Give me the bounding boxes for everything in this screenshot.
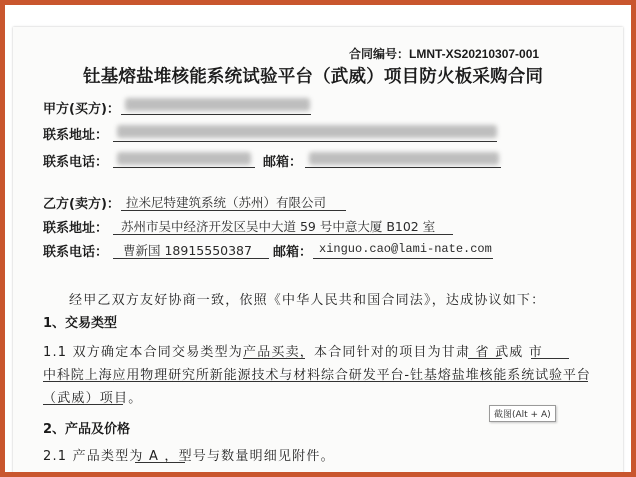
party-b-seller-label: 乙方(卖方)： (43, 197, 120, 212)
redacted-buyer-address (117, 125, 497, 138)
clause-1-1-line-3: （武威）项目。 (43, 391, 143, 406)
underline (121, 210, 346, 211)
screenshot-tooltip: 截图(Alt + A) (489, 405, 556, 422)
clause-1-1-line-1: 1.1 双方确定本合同交易类型为产品买卖，本合同针对的项目为甘肃 省 武威 市 (43, 345, 544, 360)
redacted-buyer-phone (117, 152, 251, 165)
section-1-title: 1、交易类型 (43, 316, 118, 331)
redacted-buyer-email (309, 152, 499, 165)
contract-number: 合同编号：LMNT-XS20210307-001 (349, 47, 540, 61)
party-a-address-label: 联系地址： (43, 128, 109, 143)
underline (468, 358, 502, 359)
party-b-phone-value: 曹新国 18915550387 (123, 243, 252, 258)
party-a-email-label: 邮箱： (263, 155, 303, 170)
party-b-address-value: 苏州市吴中经济开发区吴中大道 59 号中意大厦 B102 室 (121, 219, 436, 234)
underline (43, 404, 123, 405)
underline (113, 234, 453, 235)
party-a-phone-label: 联系电话： (43, 155, 109, 170)
party-a-buyer-label: 甲方(买方)： (43, 102, 120, 117)
party-b-address-label: 联系地址： (43, 221, 109, 236)
underline (243, 358, 305, 359)
underline (313, 258, 493, 259)
underline (113, 167, 255, 168)
redacted-buyer-name (125, 98, 310, 111)
party-b-email-value: xinguo.cao@lami-nate.com (319, 242, 492, 256)
underline (121, 114, 311, 115)
clause-1-1-line-2: 中科院上海应用物理研究所新能源技术与材料综合研发平台-钍基熔盐堆核能系统试验平台 (43, 368, 591, 383)
party-b-email-label: 邮箱： (273, 245, 313, 260)
section-2-title: 2、产品及价格 (43, 422, 131, 437)
underline (43, 381, 588, 382)
contract-title: 钍基熔盐堆核能系统试验平台（武威）项目防火板采购合同 (83, 67, 544, 87)
clause-2-1: 2.1 产品类型为 A ，型号与数量明细见附件。 (43, 449, 335, 464)
document-frame (5, 5, 631, 472)
underline (531, 358, 569, 359)
agreement-intro: 经甲乙双方友好协商一致，依照《中华人民共和国合同法》，达成协议如下： (69, 293, 546, 308)
party-b-phone-label: 联系电话： (43, 245, 109, 260)
underline (305, 167, 501, 168)
party-b-seller-value: 拉米尼特建筑系统（苏州）有限公司 (126, 195, 327, 210)
contract-page (13, 27, 623, 472)
underline (113, 141, 497, 142)
underline (113, 258, 269, 259)
underline (135, 462, 185, 463)
